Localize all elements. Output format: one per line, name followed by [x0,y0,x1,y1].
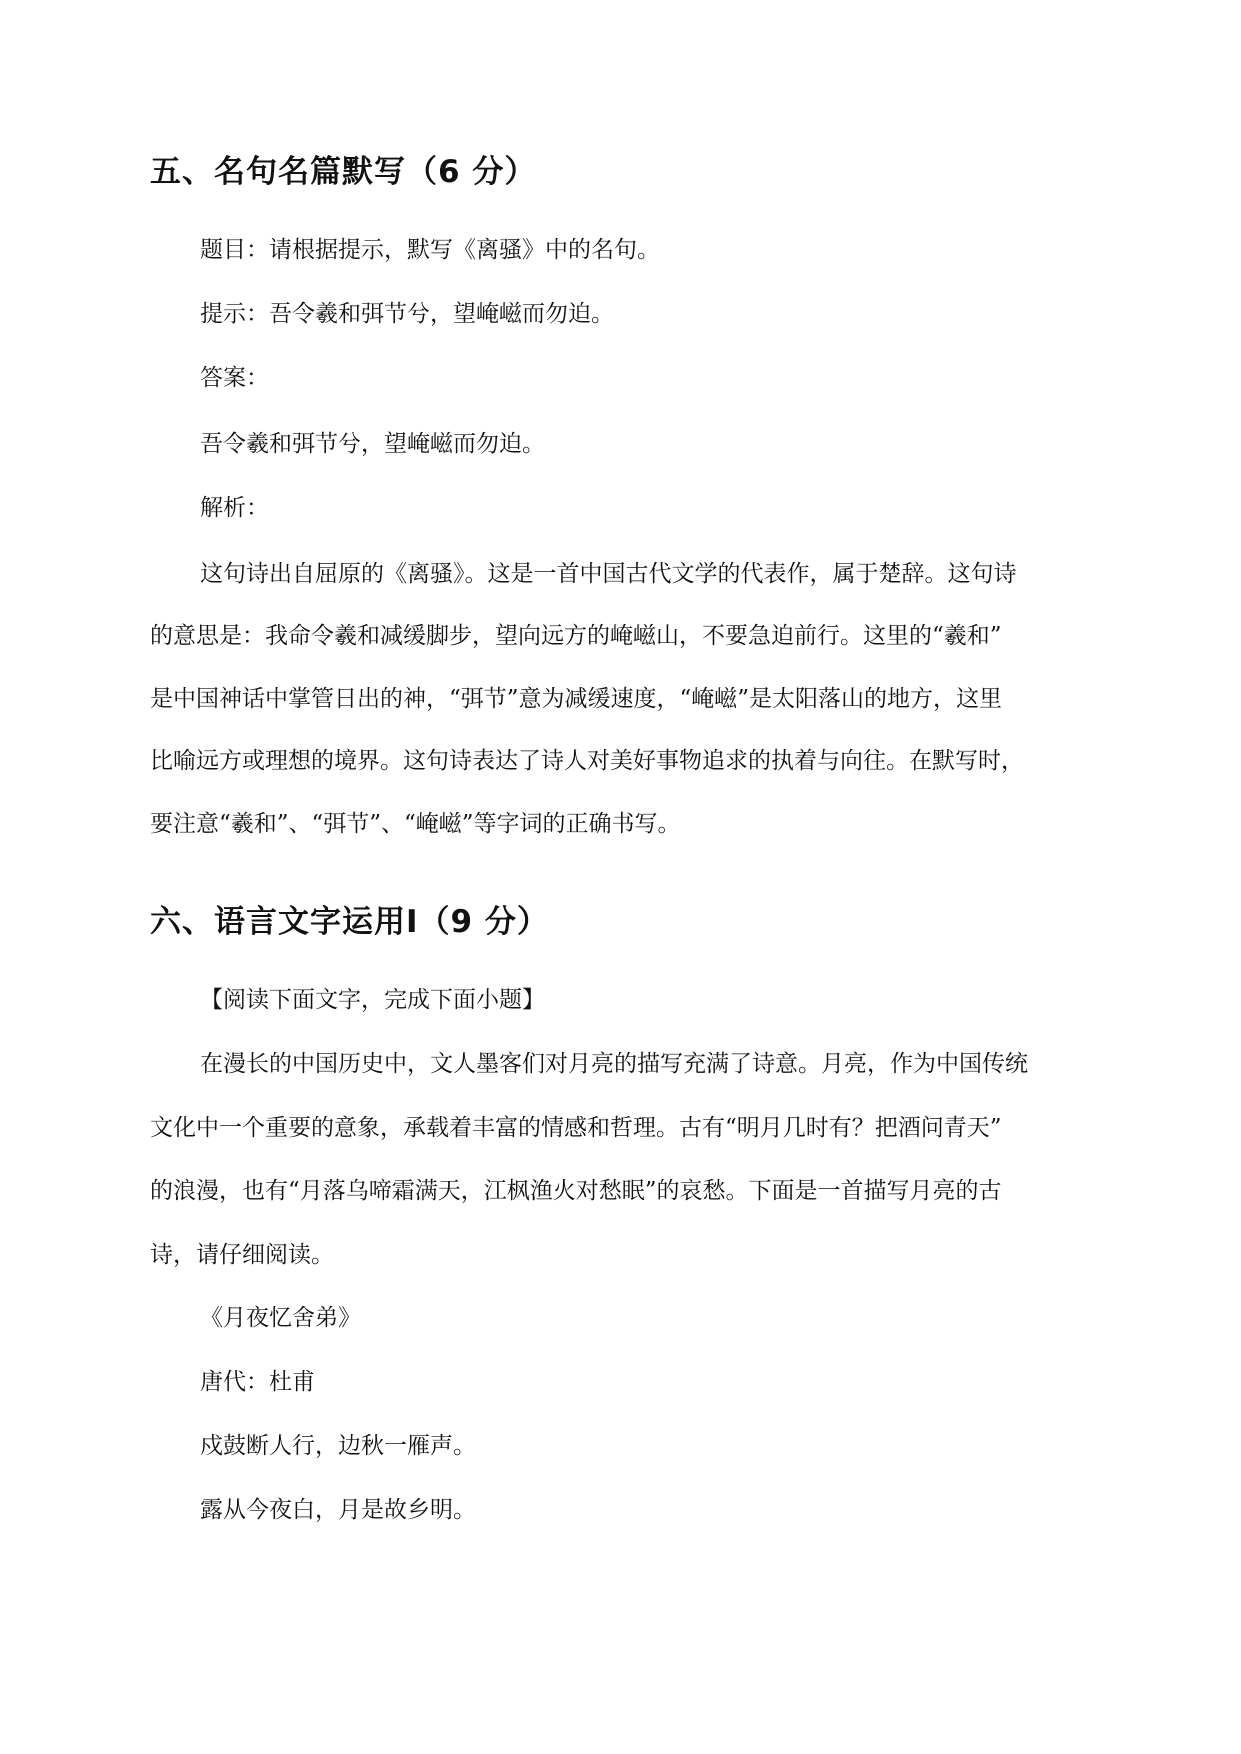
poem-title: 《月夜忆舍弟》 [200,1305,361,1331]
analysis-line: 这句诗出自屈原的《离骚》。这是一首中国古代文学的代表作，属于楚辞。这句诗 [200,561,1017,587]
instruction-text: 【阅读下面文字，完成下面小题】 [200,987,545,1013]
section-heading-6: 六、语言文字运用Ⅰ（9 分） [150,904,549,940]
analysis-line: 要注意“羲和”、“弭节”、“崦嵫”等字词的正确书写。 [150,811,681,837]
poem-line: 露从今夜白，月是故乡明。 [200,1497,476,1523]
analysis-label: 解析： [200,495,269,521]
passage-line: 文化中一个重要的意象，承载着丰富的情感和哲理。古有“明月几时有？把酒问青天” [150,1115,1002,1141]
question-text: 题目：请根据提示，默写《离骚》中的名句。 [200,237,660,263]
analysis-line: 的意思是：我命令羲和减缓脚步，望向远方的崦嵫山，不要急迫前行。这里的“羲和” [150,623,1002,649]
analysis-line: 是中国神话中掌管日出的神，“弭节”意为减缓速度，“崦嵫”是太阳落山的地方，这里 [150,686,1003,712]
answer-text: 吾令羲和弭节兮，望崦嵫而勿迫。 [200,431,545,457]
poem-author: 唐代：杜甫 [200,1369,315,1395]
passage-line: 的浪漫，也有“月落乌啼霜满天，江枫渔火对愁眠”的哀愁。下面是一首描写月亮的古 [150,1178,1002,1204]
section-heading-5: 五、名句名篇默写（6 分） [150,154,537,190]
answer-label: 答案： [200,365,269,391]
passage-line: 诗，请仔细阅读。 [150,1242,334,1268]
hint-text: 提示：吾令羲和弭节兮，望崦嵫而勿迫。 [200,301,614,327]
analysis-line: 比喻远方或理想的境界。这句诗表达了诗人对美好事物追求的执着与向往。在默写时， [150,748,1024,774]
passage-line: 在漫长的中国历史中，文人墨客们对月亮的描写充满了诗意。月亮，作为中国传统 [200,1051,1028,1077]
poem-line: 戍鼓断人行，边秋一雁声。 [200,1433,476,1459]
